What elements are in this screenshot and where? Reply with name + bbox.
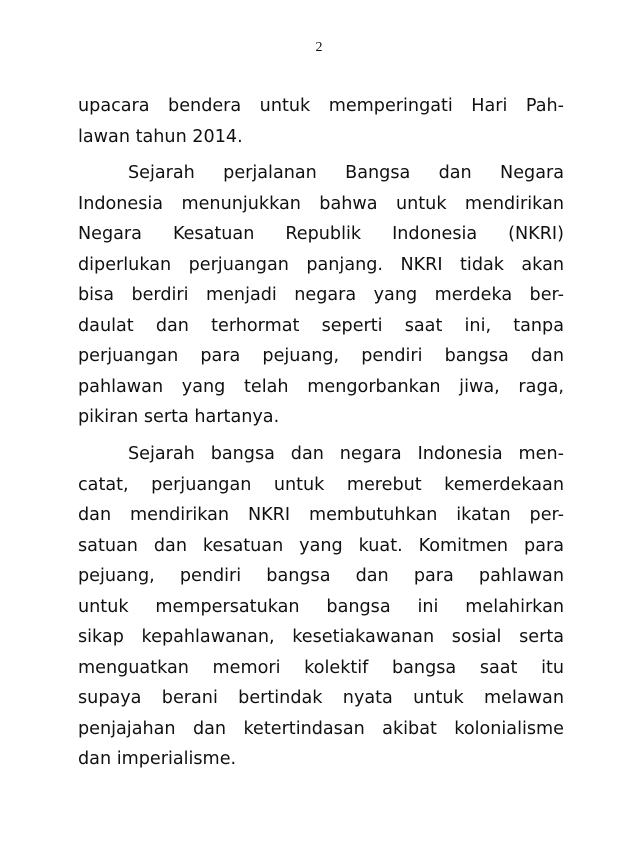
text-line: menguatkan memori kolektif bangsa saat itu (78, 657, 564, 678)
text-line: pahlawan yang telah mengorbankan jiwa, raga, (78, 376, 564, 397)
text-line: diperlukan perjuangan panjang. NKRI tidak akan (78, 254, 564, 275)
paragraph-1 (78, 91, 564, 152)
text-line: pejuang, pendiri bangsa dan para pahlawan (78, 566, 564, 587)
text-line: perjuangan para pejuang, pendiri bangsa dan (78, 346, 564, 367)
body-text (78, 91, 564, 775)
text-line: untuk mempersatukan bangsa ini melahirkan (78, 596, 564, 617)
text-line: lawan tahun 2014. (78, 126, 243, 147)
text-line: Negara Kesatuan Republik Indonesia (NKRI) (78, 224, 564, 245)
text-line: dan mendirikan NKRI membutuhkan ikatan per- (78, 505, 564, 526)
text-line: upacara bendera untuk memperingati Hari Pah- (78, 96, 564, 116)
paragraph-3 (78, 439, 564, 775)
page-number: 2 (315, 40, 323, 55)
paragraph-2 (78, 158, 564, 433)
text-line: daulat dan terhormat seperti saat ini, tanpa (78, 315, 564, 336)
text-line: Indonesia menunjukkan bahwa untuk mendirikan (78, 193, 564, 214)
text-line: penjajahan dan ketertindasan akibat kolonialisme (78, 718, 564, 739)
text-line: Sejarah perjalanan Bangsa dan Negara (128, 163, 564, 184)
text-line: satuan dan kesatuan yang kuat. Komitmen para (78, 535, 564, 556)
text-line: Sejarah bangsa dan negara Indonesia men- (128, 444, 564, 465)
text-line: dan imperialisme. (78, 749, 237, 770)
text-line: supaya berani bertindak nyata untuk melawan (78, 688, 564, 709)
text-line: bisa berdiri menjadi negara yang merdeka ber- (78, 285, 564, 306)
text-line: sikap kepahlawanan, kesetiakawanan sosial serta (78, 627, 564, 648)
text-line: catat, perjuangan untuk merebut kemerdekaan (78, 474, 564, 495)
text-line: pikiran serta hartanya. (78, 407, 280, 428)
